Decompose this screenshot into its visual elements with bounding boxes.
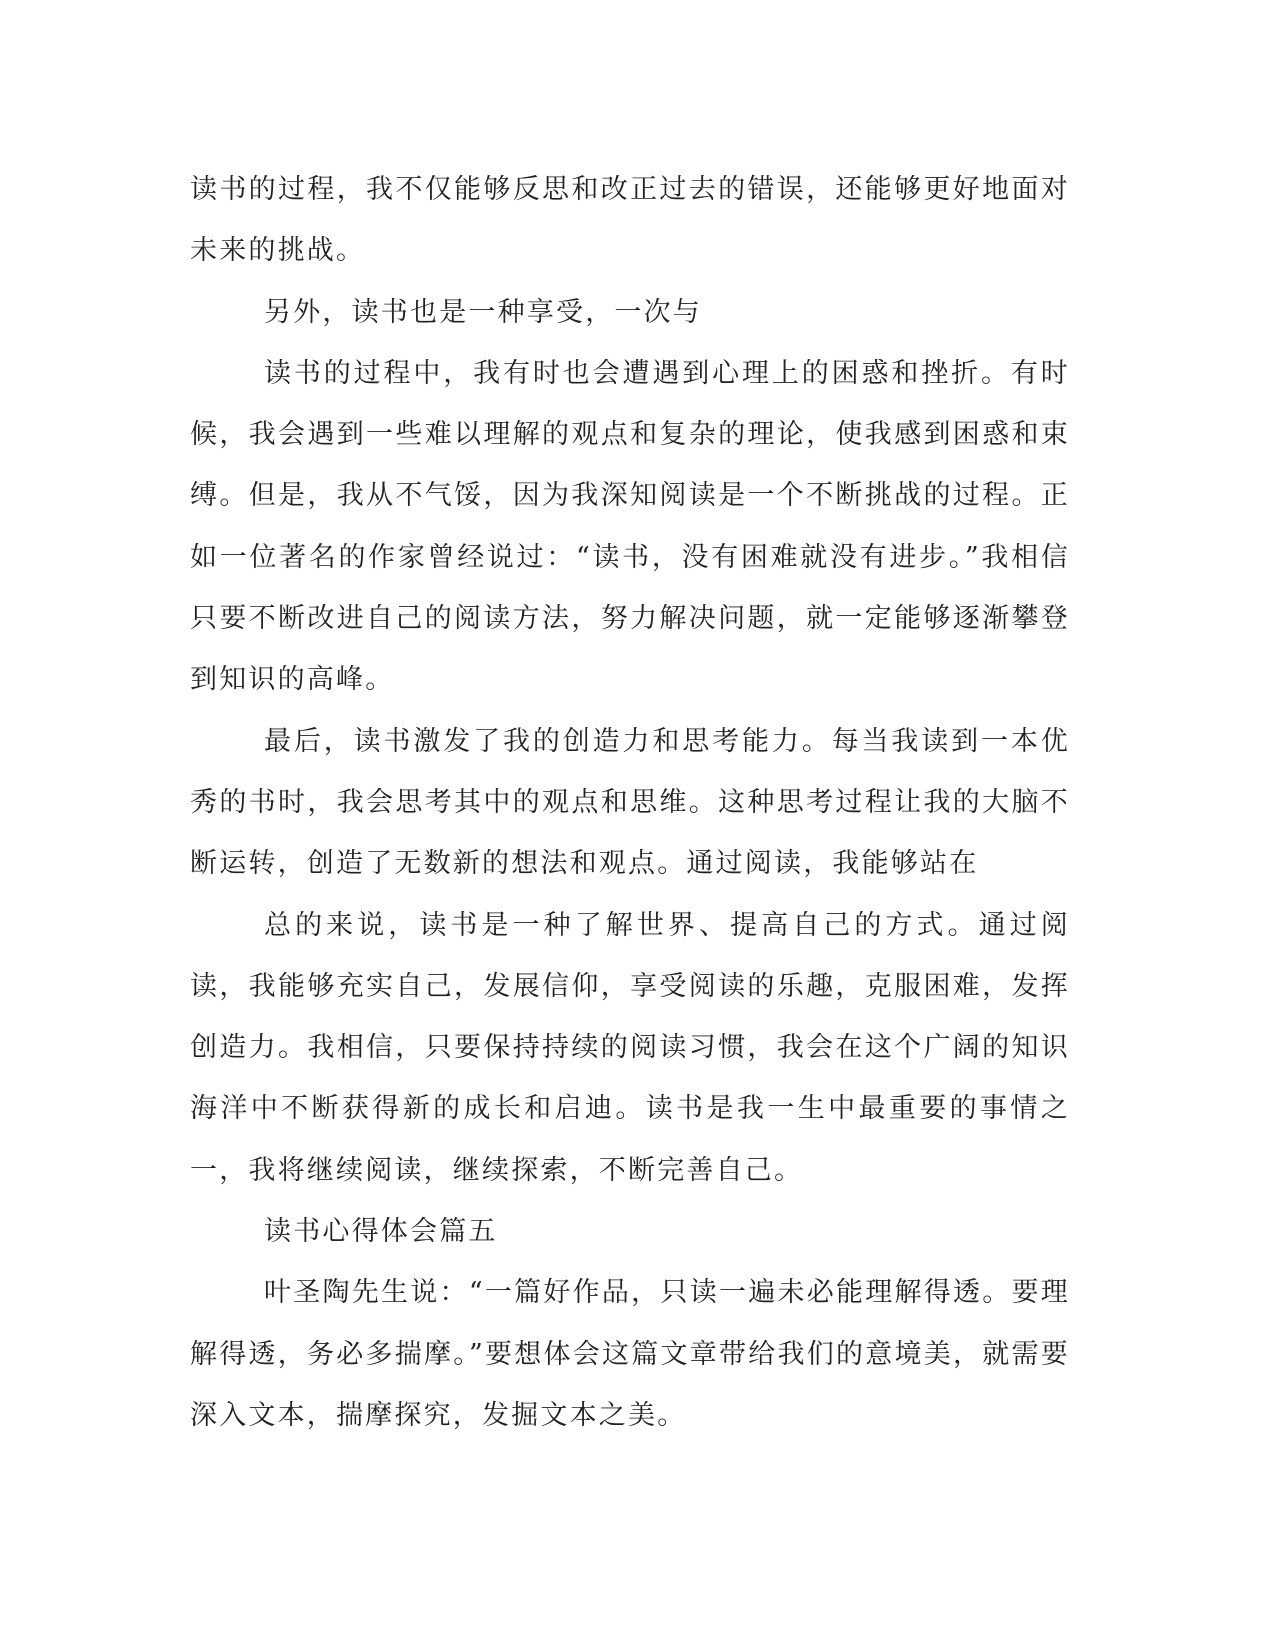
document-body — [190, 159, 1070, 1446]
paragraph-1: 读书的过程，我不仅能够反思和改正过去的错误，还能够更好地面对未来的挑战。 — [190, 174, 1070, 267]
paragraph-2: 另外，读书也是一种享受，一次与 — [264, 296, 702, 328]
paragraph-4: 最后，读书激发了我的创造力和思考能力。每当我读到一本优秀的书时，我会思考其中的观点和思维。这种思考过程让我的大脑不断运转，创造了无数新的想法和观点。通过阅读，我能够站在 — [190, 725, 1070, 880]
paragraph-5: 总的来说，读书是一种了解世界、提高自己的方式。通过阅读，我能够充实自己，发展信仰，享受阅读的乐趣，克服困难，发挥创造力。我相信，只要保持持续的阅读习惯，我会在这个广阔的知识海洋中不断获得新的成长和启迪。读书是我一生中最重要的事情之一，我将继续阅读，继续探索，不断完善自己。 — [190, 909, 1070, 1186]
section-heading: 读书心得体会篇五 — [264, 1216, 498, 1248]
paragraph-3: 读书的过程中，我有时也会遭遇到心理上的困惑和挫折。有时候，我会遇到一些难以理解的观点和复杂的理论，使我感到困惑和束缚。但是，我从不气馁，因为我深知阅读是一个不断挑战的过程。正如一位著名的作家曾经说过：“读书，没有困难就没有进步。”我相信只要不断改进自己的阅读方法，努力解决问题，就一定能够逐渐攀登到知识的高峰。 — [190, 357, 1070, 696]
paragraph-6: 叶圣陶先生说：“一篇好作品，只读一遍未必能理解得透。要理解得透，务必多揣摩。”要想体会这篇文章带给我们的意境美，就需要深入文本，揣摩探究，发掘文本之美。 — [190, 1277, 1070, 1431]
